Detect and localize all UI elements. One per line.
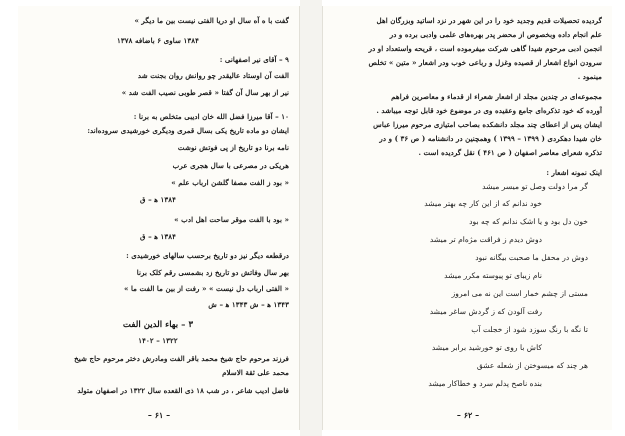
poem-line-1: گر مرا دولت وصل تو میسر میشد: [482, 182, 588, 191]
right-line-3: انجمن ادبی مرحوم شیدا گاهی شرکت میفرموده است ، قریحه واستعداد او در: [368, 44, 602, 53]
section-heading: ۳ – بهاء الدین الفت: [122, 320, 194, 330]
left-line-4: الفت آن اوستاد عالیقدر چو روانش روان بجنت شد: [137, 71, 289, 80]
poem-line-9: تا نگه با رنگ سوزد شود از خجلت آب: [471, 325, 588, 334]
left-line-3: ۹ – آقای نیر اصفهانی :: [219, 55, 289, 64]
right-line-4: سرودن انواع اشعار از قصیده وغزل و رباعی خوب ودر اشعار « متین » تخلص: [368, 58, 602, 67]
left-line-5: نیر از بهر سال آن گفتا « قصر طوبی نصیب الفت شد »: [121, 88, 289, 97]
right-line-1: گردیده تحصیلات قدیم وجدید خود را در این شهر در نزد اساتید وبزرگان اهل: [376, 16, 602, 25]
right-page: [322, 6, 612, 430]
left-line-22: فاضل ادیب شاعر ، در شب ۱۸ ذی القعده سال ۱۳۲۲ در اصفهان متولد: [77, 386, 289, 395]
left-line-10: « بود ز الفت مصفا گلشن ارباب علم »: [171, 178, 289, 187]
left-line-20: فرزند مرحوم حاج شیخ محمد باقر الفت ومادرش دختر مرحوم حاج شیخ: [74, 354, 289, 363]
left-line-9: هریکی در مصرعی با سال هجری عرب: [172, 161, 289, 170]
left-line-13: ۱۳۸۴ ه‍ – ق: [140, 232, 176, 241]
poem-line-2: خود ندانم که از این کار چه بهتر میشد: [424, 199, 542, 208]
left-line-2: ۱۳۸۴ ساوی ۶ باضافه ۱۳۷۸: [117, 36, 199, 45]
poem-line-10: کاش با روی تو خورشید برابر میشد: [431, 343, 542, 352]
right-line-10: تذکره شعرای معاصر اصفهان ( ص ۴۶۱ ) نقل گردیده است .: [418, 148, 602, 157]
poem-line-8: رفت آلودن که ز گردش ساغر میشد: [429, 307, 542, 316]
section-years: ۱۳۲۲ – ۱۴۰۲: [138, 336, 178, 345]
right-line-11: اینک نمونه اشعار :: [546, 168, 602, 177]
page-number-left: – ۶۱ –: [147, 410, 171, 420]
poem-line-3: خون دل بود و یا اشک ندانم که چه بود: [469, 217, 588, 226]
left-line-14: درقطعه دیگر نیز دو تاریخ برحسب سالهای خورشیدی :: [126, 251, 289, 260]
left-page: [18, 6, 300, 430]
page-number-right: – ۶۲ –: [456, 410, 480, 420]
poem-line-5: دوش در محفل ما صحبت بیگانه نبود: [475, 253, 588, 262]
left-line-21: محمد علی ثقة الاسلام: [222, 368, 289, 377]
right-line-2: علم انجام داده وبخصوص از محضر پدر بهره‌های علمی وادبی برده و در: [389, 30, 602, 39]
right-line-7: آورده که خود تذکره‌ای جامع وعقیده وی در موضوع خود قابل توجه میباشد .: [376, 106, 602, 115]
right-line-6: مجموعه‌ای در چندین مجلد از اشعار شعراء از قدماء و معاصرین فراهم: [391, 92, 602, 101]
right-line-9: خان شیدا دهکردی ( ۱۳۹۹ – ۱۳۹۹ ) وهمچنین در دانشنامه ( ص ۳۶ ) و در: [379, 134, 602, 143]
left-line-16: « الفتی ارباب دل نیست » « رفت از بین ما الفت ما »: [123, 284, 289, 293]
left-line-12: « بود با الفت موقر ساحت اهل ادب »: [174, 215, 289, 224]
right-line-8: ایشان پس از اعطای چند مجلد دانشکده بصاحب امتیازی مرحوم میرزا عباس: [373, 120, 602, 129]
poem-line-7: مستی از چشم خمار است این نه می امروز: [451, 289, 588, 298]
left-line-7: ایشان دو ماده تاریخ یکی بسال قمری ودیگری خورشیدی سروده‌اند:: [87, 126, 289, 135]
left-line-17: ۱۳۴۳ ه‍ – ش ۱۳۴۳ ه‍ – ش: [208, 300, 289, 309]
left-line-11: ۱۳۸۴ ه‍ – ق: [140, 195, 176, 204]
right-line-5: مینمود .: [577, 72, 602, 81]
book-gutter: [300, 0, 322, 436]
poem-line-6: نام زیبای تو پیوسته مکرر میشد: [444, 271, 542, 280]
poem-line-12: بنده ناصح پدلم سرد و خطاکار میشد: [428, 379, 542, 388]
left-line-1: گفت با ه آه سال او دریا الفتی نیست بین ما دیگر »: [134, 16, 289, 25]
left-line-6: ۱۰ – آقا میرزا فضل الله خان ادیبی متخلص به برنا :: [133, 112, 289, 121]
left-line-15: بهر سال وفاتش دو تاریخ زد بشمسی رقم کلک برنا: [136, 268, 289, 277]
poem-line-11: هر چند که میسوختن از شعله عشق: [476, 361, 588, 370]
left-line-8: نامه برنا دو تاریخ از پی فوتش نوشت: [177, 143, 289, 152]
poem-line-4: دوش دیدم ز فراقت مژه‌ام تر میشد: [429, 235, 542, 244]
